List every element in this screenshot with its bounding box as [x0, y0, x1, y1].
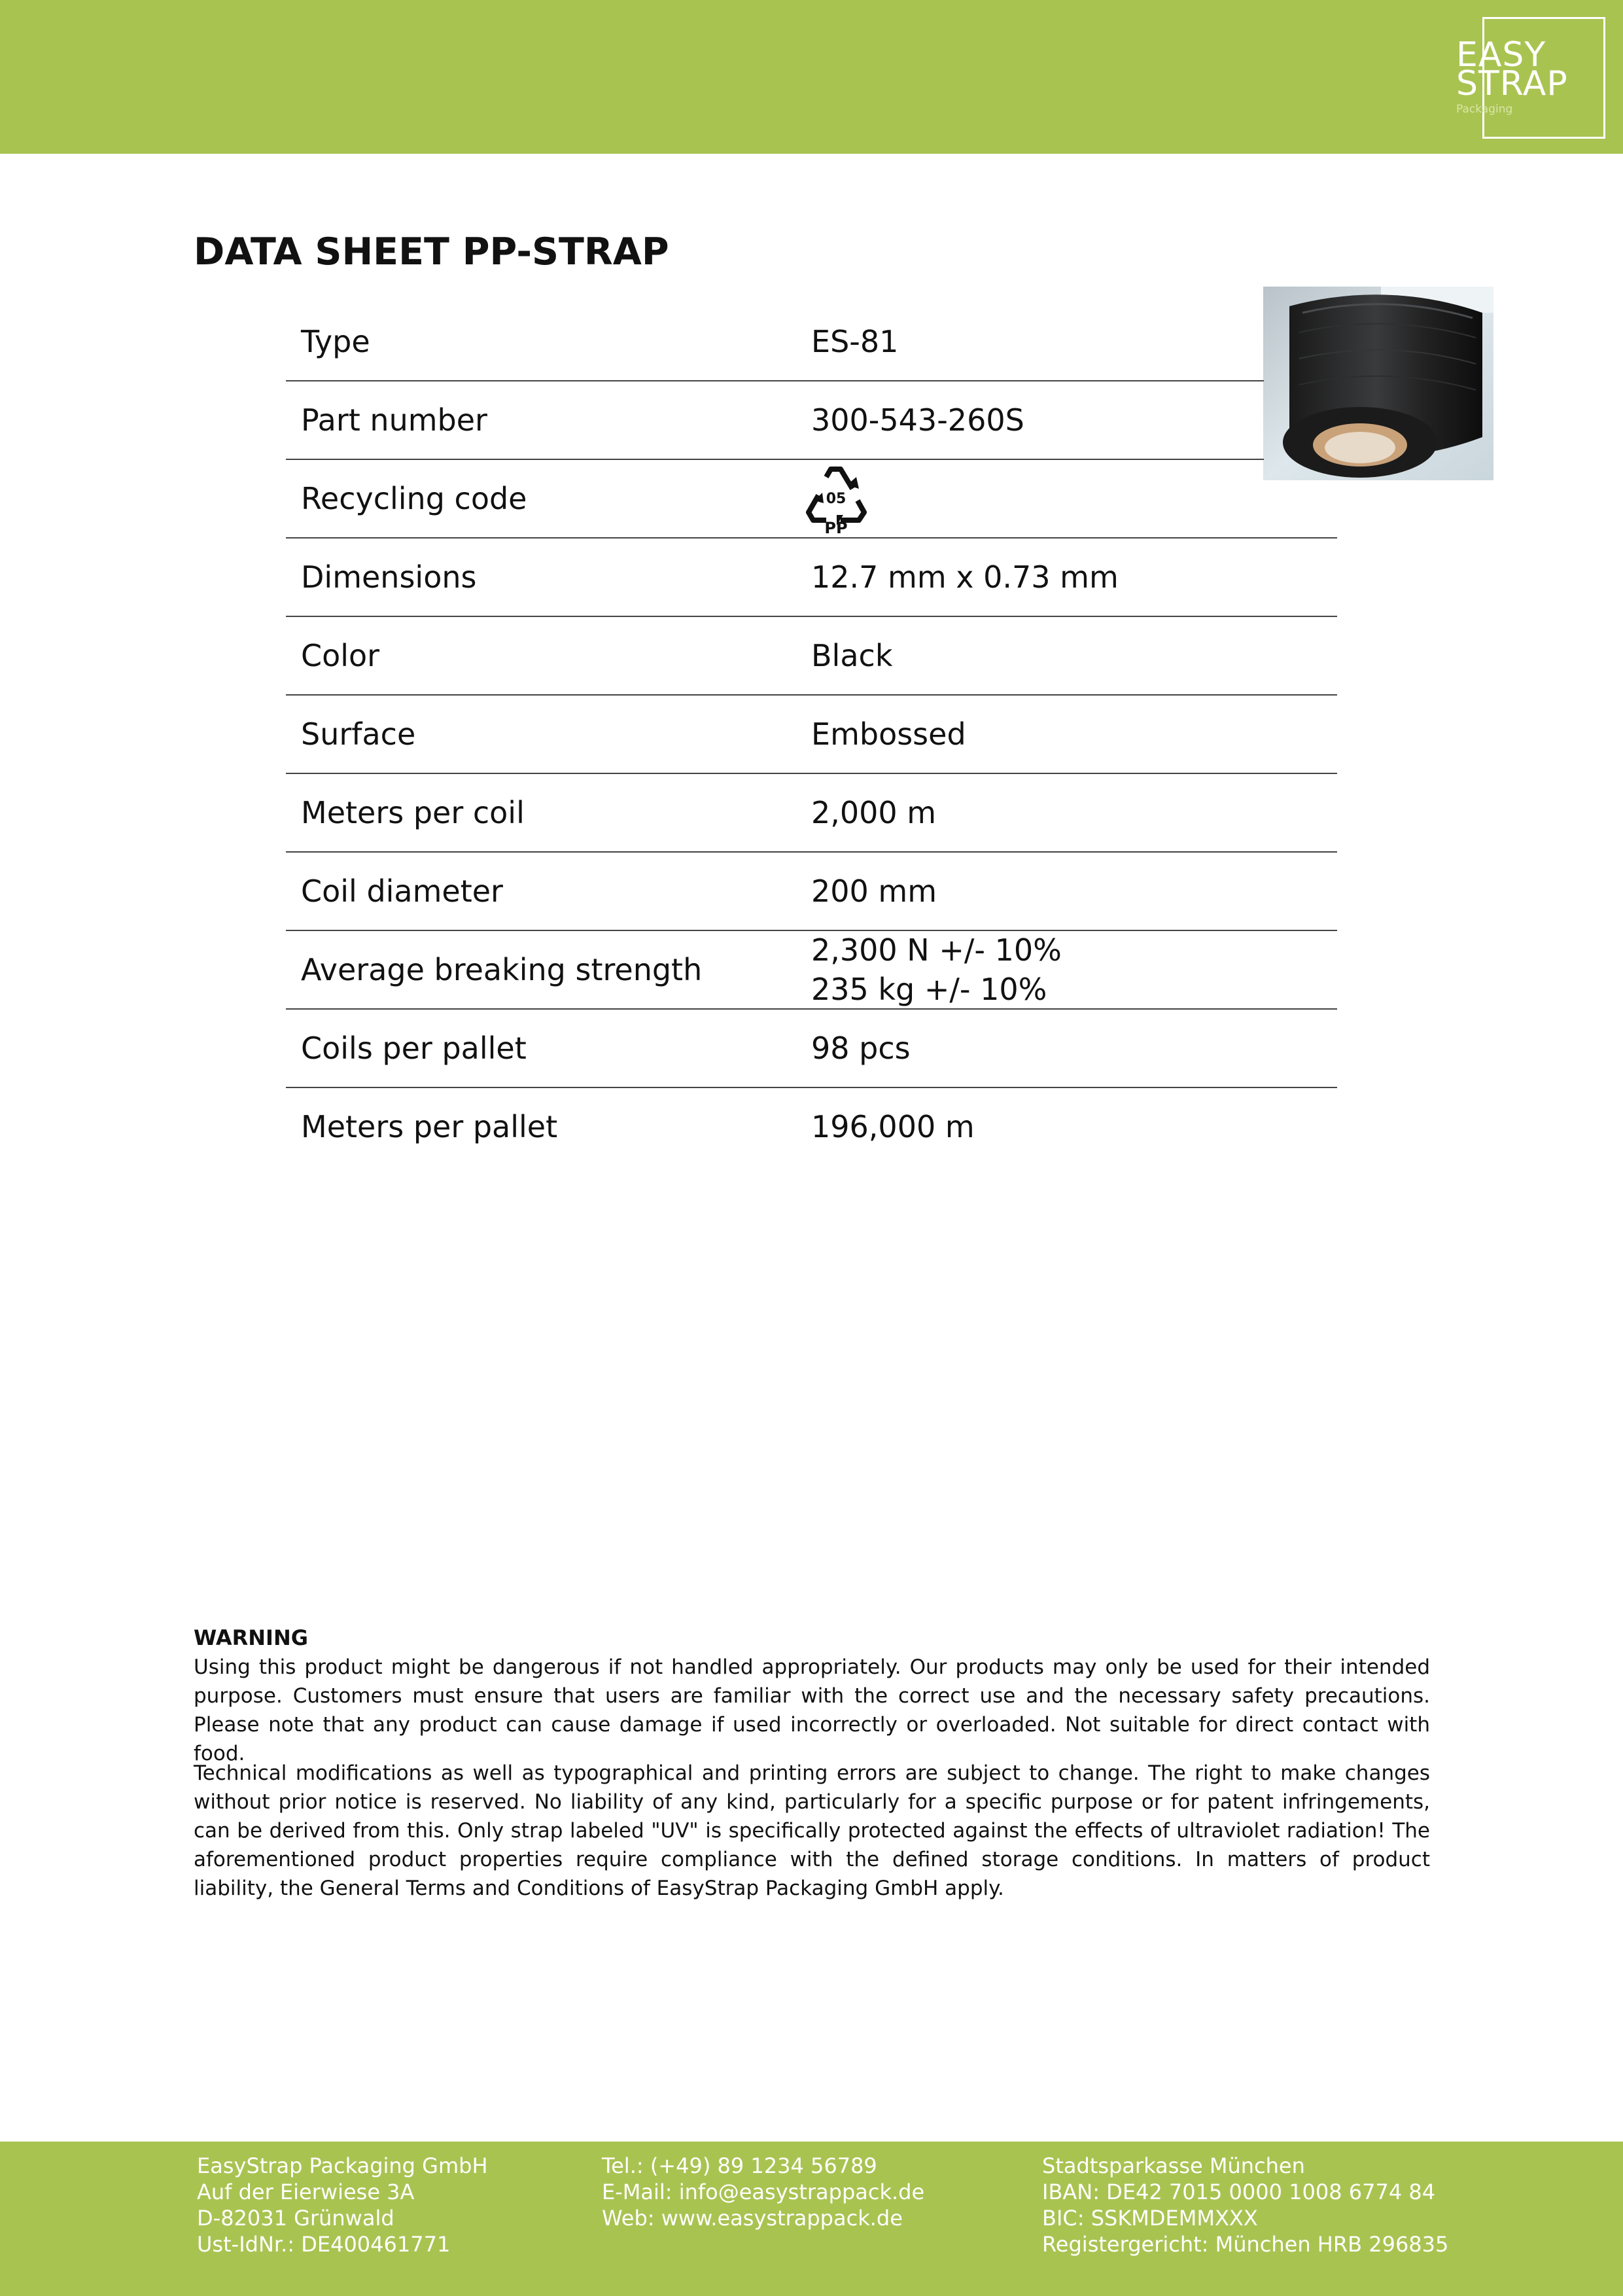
spec-label: Average breaking strength	[301, 952, 703, 987]
footer-company-name: EasyStrap Packaging GmbH	[197, 2153, 488, 2178]
footer-phone: Tel.: (+49) 89 1234 56789	[602, 2153, 877, 2178]
spec-row-meters-per-coil	[286, 774, 1337, 853]
footer-register: Registergericht: München HRB 296835	[1042, 2232, 1449, 2257]
spec-value: 196,000 m	[811, 1109, 975, 1144]
footer-company-vat: Ust-IdNr.: DE400461771	[197, 2232, 451, 2257]
footer-iban: IBAN: DE42 7015 0000 1008 6774 84	[1042, 2180, 1436, 2204]
footer-company-street: Auf der Eierwiese 3A	[197, 2180, 415, 2204]
spec-label: Meters per coil	[301, 795, 525, 830]
logo-text-easy: EASY	[1456, 35, 1546, 75]
logo-text-strap: STRAP	[1456, 64, 1568, 103]
spec-row-surface	[286, 696, 1337, 774]
spec-table	[286, 303, 1337, 1165]
spec-value-line: 235 kg +/- 10%	[811, 972, 1047, 1007]
spec-row-recycling-code	[286, 460, 1337, 539]
spec-value: Embossed	[811, 716, 966, 752]
footer-company-column	[197, 2153, 488, 2257]
footer-contact-column	[602, 2153, 924, 2231]
spec-value: 98 pcs	[811, 1031, 911, 1066]
footer-web-link[interactable]: Web: www.easystrappack.de	[602, 2206, 903, 2231]
spec-value	[811, 931, 1062, 1008]
spec-value: ES-81	[811, 324, 899, 359]
footer-bic: BIC: SSKMDEMMXXX	[1042, 2206, 1258, 2231]
footer-email-link[interactable]: E-Mail: info@easystrappack.de	[602, 2180, 925, 2204]
spec-label: Recycling code	[301, 481, 527, 516]
footer-bank-column	[1042, 2153, 1448, 2257]
recycling-code-text: PP	[824, 519, 848, 536]
spec-row-coil-diameter	[286, 853, 1337, 931]
spec-row-type	[286, 303, 1264, 381]
header-band	[0, 0, 1623, 154]
spec-label: Surface	[301, 716, 416, 752]
spec-label: Color	[301, 638, 380, 673]
spec-value: Black	[811, 638, 893, 673]
spec-label: Coil diameter	[301, 874, 503, 909]
spec-value-line: 2,300 N +/- 10%	[811, 932, 1062, 968]
warning-title: WARNING	[194, 1625, 308, 1650]
spec-value: 12.7 mm x 0.73 mm	[811, 559, 1119, 595]
spec-label: Dimensions	[301, 559, 477, 595]
spec-label: Meters per pallet	[301, 1109, 558, 1144]
disclaimer-paragraph: Technical modifications as well as typographical and printing errors are subject to change. The right to make changes without prior notice is reserved. No liability of any kind, particularly for a specific purpose or for patent infringements, can be derived from this. Only strap labeled "UV" is specifically protected against the effects of ultraviolet radiation! The aforementioned product properties require compliance with the defined storage conditions. In matters of product liability, the General Terms and Conditions of EasyStrap Packaging GmbH apply.	[194, 1761, 1430, 1900]
recycling-pp-05-icon	[800, 463, 872, 536]
spec-label: Part number	[301, 402, 487, 438]
spec-value: 300-543-260S	[811, 402, 1024, 438]
spec-label: Type	[301, 324, 370, 359]
spec-row-color	[286, 617, 1337, 696]
spec-value: 2,000 m	[811, 795, 937, 830]
spec-row-meters-per-pallet	[286, 1088, 1337, 1165]
spec-value: 200 mm	[811, 874, 937, 909]
spec-row-part-number	[286, 381, 1264, 460]
spec-row-breaking-strength	[286, 931, 1337, 1010]
spec-row-dimensions	[286, 539, 1337, 617]
warning-paragraph: Using this product might be dangerous if not handled appropriately. Our products may only be used for their intended purpose. Customers must ensure that users are familiar with the correct use and the necessary safety precautions. Please note that any product can cause damage if used incorrectly or overloaded. Not suitable for direct contact with food.	[194, 1655, 1430, 1765]
footer-bank-name: Stadtsparkasse München	[1042, 2153, 1305, 2178]
logo-text-packaging: Packaging	[1456, 103, 1513, 116]
spec-row-coils-per-pallet	[286, 1010, 1337, 1088]
spec-label: Coils per pallet	[301, 1031, 527, 1066]
recycling-code-number: 05	[826, 491, 846, 507]
footer-company-city: D-82031 Grünwald	[197, 2206, 394, 2231]
page-title: DATA SHEET PP-STRAP	[194, 230, 669, 274]
